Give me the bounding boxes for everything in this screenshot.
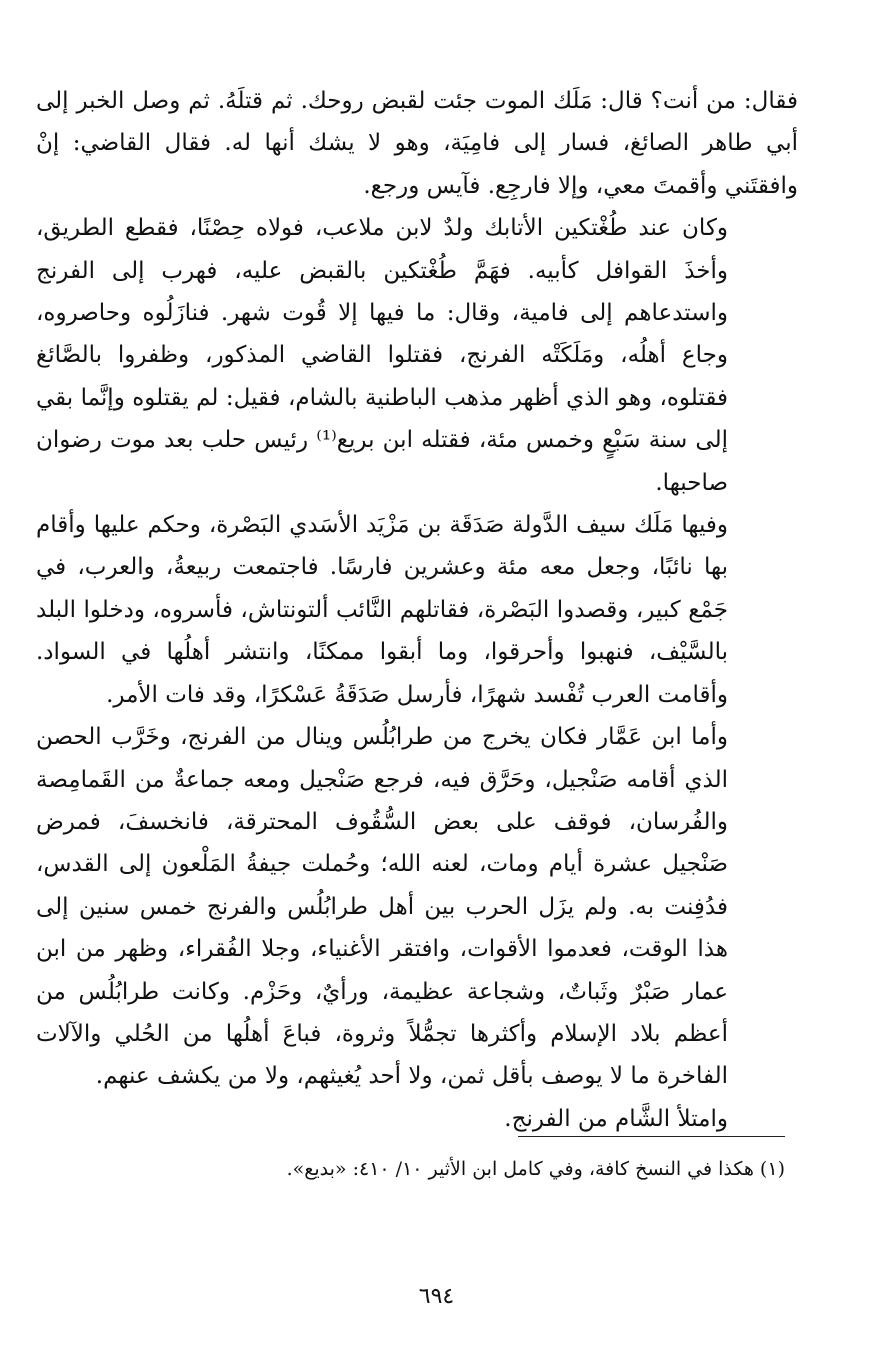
page-number: ٦٩٤ [418,1284,455,1309]
paragraph-4: وأما ابن عَمَّار فكان يخرج من طرابُلُس وينال من الفرنج، وخَرَّب الحصن الذي أقامه صَنْجيل، وحَرَّق فيه، فرجع صَنْجيل ومعه جماعةٌ من القَمامِصة والفُرسان، فوقف على بعض السُّقُوف المحترقة، فانخسفَ، فمرض صَنْجيل عشرة أيام ومات، لعنه الله؛ وحُملت جيفةُ المَلْعون إلى القدس، فدُفِنت به. ولم يزَل الحرب بين أهل طرابُلُس والفرنج خمس سنين إلى هذا الوقت، فعدموا الأقوات، وافتقر الأغنياء، وجلا الفُقراء، وظهر من ابن عمار صَبْرٌ وثَباتٌ، وشجاعة عظيمة، ورأيٌ، وحَزْم. وكانت طرابُلُس من أعظم بلاد الإسلام وأكثرها تجمُّلاً وثروة، فباعَ أهلُها من الحُلي والآلات الفاخرة ما لا يوصف بأقل ثمن، ولا أحد يُغيثهم، ولا من يكشف عنهم. [36,724,728,1090]
footnote: (١) هكذا في النسخ كافة، وفي كامل ابن الأثير ١٠/ ٤١٠: «بديع». [286,1158,785,1180]
paragraph-2: وكان عند طُغْتكين الأتابك ولدٌ لابن ملاعب، فولاه حِصْنًا، فقطع الطريق، وأخذَ القوافل كأبيه. فهَمَّ طُغْتكين بالقبض عليه، فهرب إلى الفرنج واستدعاهم إلى فامية، وقال: ما فيها إلا قُوت شهر. فنازَلُوه وحاصروه، وجاع أهلُه، ومَلَكَتْه الفرنج، فقتلوا القاضي المذكور، وظفروا بالصَّائغ فقتلوه، وهو الذي أظهر مذهب الباطنية بالشام، فقيل: لم يقتلوه وإنَّما بقي إلى سنة سَبْعٍ وخمس مئة، فقتله ابن بريع⁽¹⁾ رئيس حلب بعد موت رضوان صاحبها. [36,215,728,496]
paragraph-1: فقال: من أنت؟ قال: مَلَك الموت جئت لقبض روحك. ثم قتلَهُ. ثم وصل الخبر إلى أبي طاهر الصائغ، فسار إلى فامِيَة، وهو لا يشك أنها له. فقال القاضي: إنْ وافقتَني وأقمتَ معي، وإلا فارجِع. فآيس ورجع. [36,88,798,199]
main-text-block [36,80,798,1140]
paragraph-3: وفيها مَلَك سيف الدَّولة صَدَقَة بن مَزْيَد الأسَدي البَصْرة، وحكم عليها وأقام بها نائبًا، وجعل معه مئة وعشرين فارسًا. فاجتمعت ربيعةُ، والعرب، في جَمْع كبير، وقصدوا البَصْرة، فقاتلهم النَّائب ألتونتاش، فأسروه، ودخلوا البلد بالسَّيْف، فنهبوا وأحرقوا، وما أبقوا ممكنًا، وانتشر أهلُها في السواد. وأقامت العرب تُفْسد شهرًا، فأرسل صَدَقَةُ عَسْكرًا، وقد فات الأمر. [36,512,728,708]
footnote-separator [518,1136,785,1137]
paragraph-5: وامتلأ الشَّام من الفرنج. [504,1105,728,1132]
